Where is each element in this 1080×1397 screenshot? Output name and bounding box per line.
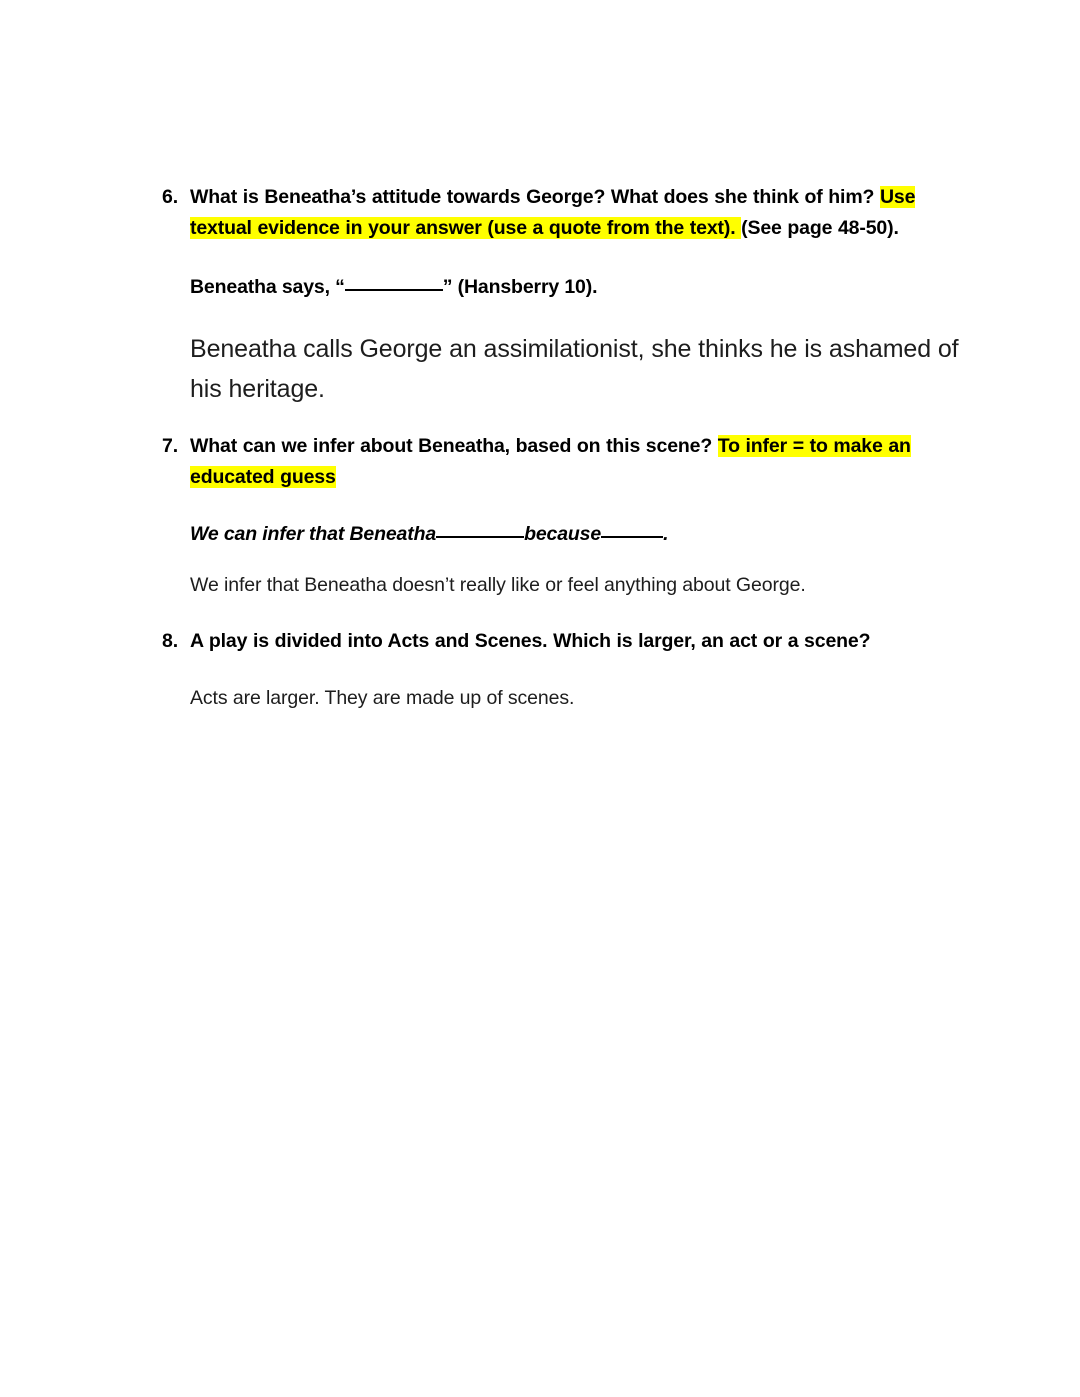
question-7-highlighted-text: To infer = to make an educated guess [190, 435, 911, 488]
question-number-8: 8. [162, 630, 179, 652]
answer-text-6: Beneatha calls George an assimilationist, she thinks he is ashamed of his heritage. [190, 335, 959, 403]
sentence-frame-6-blank [345, 289, 443, 291]
sentence-frame-7-blank-one [436, 536, 524, 538]
question-6-text-before-highlight: What is Beneatha’s attitude towards George? What does she think of him? [190, 186, 880, 208]
question-text-6 [190, 186, 915, 239]
sentence-frame-6 [162, 272, 962, 303]
question-block-8 [162, 626, 962, 657]
document-content [162, 182, 962, 713]
sentence-frame-7-part-three: . [663, 523, 669, 545]
question-block-6 [162, 182, 962, 244]
answer-text-7: We infer that Beneatha doesn’t really like or feel anything about George. [190, 574, 806, 596]
question-text-7 [190, 435, 911, 488]
question-block-7 [162, 431, 962, 493]
question-6-text-after-highlight: (See page 48-50). [741, 217, 899, 239]
question-7-text-before-highlight: What can we infer about Beneatha, based on this scene? [190, 435, 718, 457]
question-number-7: 7. [162, 435, 179, 457]
answer-text-8: Acts are larger. They are made up of scenes. [190, 687, 575, 709]
sentence-frame-6-before-blank: Beneatha says, “ [190, 276, 345, 298]
sentence-frame-6-after-blank: ” (Hansberry 10). [442, 276, 598, 298]
question-text-8: A play is divided into Acts and Scenes. Which is larger, an act or a scene? [190, 630, 871, 652]
sentence-frame-7-part-two: because [524, 523, 602, 545]
sentence-frame-7 [162, 519, 962, 550]
question-6-highlighted-text: Use textual evidence in your answer (use a quote from the text). [190, 186, 916, 239]
question-number-6: 6. [162, 186, 179, 208]
sentence-frame-7-blank-two [601, 536, 663, 538]
sentence-frame-7-part-one: We can infer that Beneatha [190, 523, 437, 545]
